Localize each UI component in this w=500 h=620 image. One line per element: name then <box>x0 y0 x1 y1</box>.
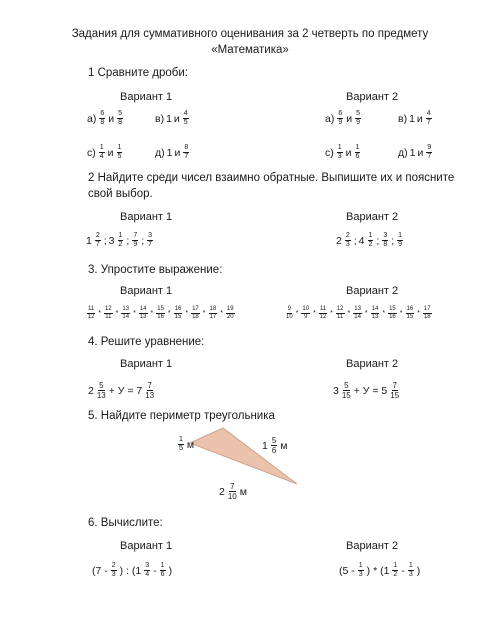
fraction-denominator: 15 <box>341 391 351 400</box>
fraction-denominator: 7 <box>148 241 153 248</box>
unit: м <box>186 438 195 451</box>
fraction <box>144 562 150 579</box>
fraction-numerator: 9 <box>287 306 292 312</box>
fraction-denominator: 16 <box>157 314 164 320</box>
task1-v2-label: Вариант 2 <box>346 91 399 103</box>
fraction-denominator: 15 <box>406 314 414 320</box>
fraction-numerator: 16 <box>406 306 414 312</box>
fraction-numerator: 1 <box>337 144 342 151</box>
whole-part: 3 <box>333 384 339 397</box>
fraction-numerator: 17 <box>423 306 431 312</box>
triangle-right-side-label <box>262 436 288 455</box>
fraction-denominator: 15 <box>174 314 182 320</box>
fraction-numerator: 17 <box>192 306 199 312</box>
fraction-denominator: 6 <box>160 571 165 578</box>
fraction-denominator: 7 <box>95 241 100 248</box>
task6-v1-label: Вариант 1 <box>120 540 173 552</box>
fraction-denominator: 12 <box>319 314 327 320</box>
operator: * <box>347 310 351 317</box>
item-key: а) <box>87 112 97 125</box>
fraction-denominator: 3 <box>408 571 413 578</box>
fraction-denominator: 5 <box>179 445 183 452</box>
fraction-numerator: 1 <box>179 436 183 443</box>
fraction-numerator: 15 <box>157 306 164 312</box>
fraction-numerator: 7 <box>133 232 138 239</box>
fraction-numerator: 5 <box>356 110 361 117</box>
fraction-denominator: 9 <box>338 119 343 126</box>
fraction-numerator: 6 <box>338 110 343 117</box>
fraction-numerator: 9 <box>427 144 432 151</box>
conjunction: и <box>174 146 181 159</box>
task6-v2-expression <box>339 562 420 579</box>
item-key: д) <box>398 146 408 159</box>
fraction-numerator: 2 <box>111 562 116 569</box>
fraction-numerator: 19 <box>226 306 234 312</box>
operator: * <box>98 310 101 317</box>
fraction-denominator: 10 <box>286 314 293 320</box>
separator: ; <box>391 234 395 247</box>
conjunction: и <box>107 146 114 159</box>
operator: * <box>185 310 189 317</box>
fraction-numerator: 1 <box>408 562 413 569</box>
task6-v1-expression <box>92 562 172 579</box>
task1-title: 1 Сравните дроби: <box>88 67 189 79</box>
expression-open: (5 - <box>339 564 355 577</box>
fraction-denominator: 14 <box>122 314 130 320</box>
fraction-numerator: 1 <box>358 562 363 569</box>
whole-part: 2 <box>88 384 94 397</box>
fraction <box>271 436 277 455</box>
expression-middle: ) : (1 <box>119 564 142 577</box>
whole-part: 3 <box>108 234 115 247</box>
fraction-denominator: 4 <box>99 153 104 160</box>
task4-v1-label: Вариант 1 <box>120 358 173 370</box>
fraction-numerator: 2 <box>95 232 100 239</box>
fraction-numerator: 5 <box>271 436 277 445</box>
whole-number: 1 <box>166 146 173 159</box>
fraction-denominator: 2 <box>393 571 398 578</box>
operator: - <box>153 564 157 577</box>
fraction-denominator: 18 <box>423 314 431 320</box>
fraction-denominator: 11 <box>337 314 344 320</box>
fraction-numerator: 10 <box>302 306 310 312</box>
conjunction: и <box>416 112 423 125</box>
whole-part: 2 <box>219 485 225 498</box>
fraction <box>408 562 414 579</box>
fraction-denominator: 14 <box>354 314 361 320</box>
fraction <box>392 562 398 579</box>
fraction-denominator: 13 <box>371 314 379 320</box>
worksheet-title-line2: «Математика» <box>211 44 289 56</box>
fraction-denominator: 10 <box>227 492 237 501</box>
fraction-numerator: 2 <box>345 232 350 239</box>
task2-title-line1: 2 Найдите среди чисел взаимно обратные. Выпишите их и поясните <box>88 172 455 184</box>
triangle-bottom-side-label <box>219 482 247 501</box>
equation-middle: + У = 5 <box>353 384 388 397</box>
item-key: с) <box>87 146 96 159</box>
conjunction: и <box>108 112 115 125</box>
fraction-denominator: 8 <box>100 119 105 126</box>
task4-v2-label: Вариант 2 <box>346 358 399 370</box>
task2-v1-label: Вариант 1 <box>120 211 173 223</box>
fraction-numerator: 5 <box>118 110 123 117</box>
fraction-numerator: 13 <box>122 306 130 312</box>
fraction-denominator: 7 <box>426 119 431 126</box>
fraction-denominator: 13 <box>139 314 147 320</box>
fraction-numerator: 3 <box>145 562 150 569</box>
fraction-numerator: 15 <box>389 306 396 312</box>
fraction-denominator: 18 <box>192 314 199 320</box>
separator: ; <box>376 234 380 247</box>
operator: * <box>202 310 206 317</box>
separator: ; <box>353 234 357 247</box>
fraction-numerator: 6 <box>100 110 105 117</box>
fraction-denominator: 15 <box>390 391 400 400</box>
equation-middle: + У = 7 <box>108 384 143 397</box>
fraction <box>228 482 237 501</box>
operator: * <box>382 310 386 317</box>
fraction-denominator: 13 <box>145 391 155 400</box>
fraction-numerator: 1 <box>398 232 403 239</box>
whole-number: 1 <box>166 112 172 125</box>
operator: * <box>115 310 119 317</box>
whole-part: 2 <box>336 234 342 247</box>
fraction-denominator: 11 <box>105 314 112 320</box>
item-key: в) <box>155 112 165 125</box>
task2-title-line2: свой выбор. <box>88 188 153 200</box>
fraction-numerator: 4 <box>183 110 188 117</box>
unit: м <box>239 485 247 498</box>
fraction-numerator: 11 <box>319 306 327 312</box>
fraction-denominator: 6 <box>271 446 277 455</box>
task6-v2-label: Вариант 2 <box>346 540 399 552</box>
operator: * <box>364 310 368 317</box>
operator: * <box>150 310 154 317</box>
fraction-denominator: 20 <box>226 314 234 320</box>
separator: ; <box>126 234 130 247</box>
task3-v2-label: Вариант 2 <box>346 285 399 297</box>
item-key: д) <box>155 146 165 159</box>
operator: * <box>295 310 299 317</box>
fraction-numerator: 1 <box>393 562 398 569</box>
separator: ; <box>141 234 145 247</box>
expression-middle: ) * (1 <box>366 564 390 577</box>
fraction-numerator: 11 <box>88 306 95 312</box>
operator: * <box>167 310 171 317</box>
fraction-numerator: 13 <box>354 306 361 312</box>
whole-part: 4 <box>358 234 365 247</box>
expression-open: (7 - <box>92 564 108 577</box>
operator: * <box>220 310 223 317</box>
item-key: в) <box>398 112 408 125</box>
task1-v1-label: Вариант 1 <box>120 91 173 103</box>
conjunction: и <box>346 112 353 125</box>
triangle-left-side-label <box>177 436 194 453</box>
operator: * <box>399 310 403 317</box>
fraction-numerator: 1 <box>117 144 122 151</box>
fraction-denominator: 3 <box>345 241 350 248</box>
unit: м <box>280 439 288 452</box>
whole-number: 1 <box>409 112 415 125</box>
fraction-numerator: 1 <box>118 232 123 239</box>
task2-v2-label: Вариант 2 <box>346 211 399 223</box>
whole-number: 1 <box>409 146 416 159</box>
conjunction: и <box>173 112 180 125</box>
operator: * <box>313 310 316 317</box>
fraction-numerator: 1 <box>368 232 373 239</box>
worksheet-title-line1: Задания для суммативного оценивания за 2 четверть по предмету <box>71 28 429 40</box>
whole-part: 1 <box>86 234 92 247</box>
fraction-numerator: 16 <box>174 306 182 312</box>
fraction-denominator: 2 <box>118 241 123 248</box>
item-key: а) <box>325 112 335 125</box>
fraction-denominator: 6 <box>355 153 360 160</box>
fraction-numerator: 5 <box>344 381 349 390</box>
fraction-numerator: 1 <box>355 144 360 151</box>
task6-title: 6. Вычислите: <box>88 517 163 529</box>
fraction-denominator: 7 <box>184 153 189 160</box>
fraction-numerator: 1 <box>160 562 165 569</box>
task5-title: 5. Найдите периметр треугольника <box>88 410 275 422</box>
fraction-denominator: 8 <box>118 119 123 126</box>
fraction-numerator: 14 <box>139 306 147 312</box>
task3-v1-label: Вариант 1 <box>120 285 173 297</box>
fraction-denominator: 9 <box>304 314 308 320</box>
fraction-denominator: 13 <box>96 391 106 400</box>
fraction-denominator: 3 <box>111 571 116 578</box>
separator: ; <box>103 234 107 247</box>
fraction-numerator: 12 <box>336 306 344 312</box>
fraction-denominator: 9 <box>398 241 403 248</box>
fraction <box>358 562 364 579</box>
expression-close: ) <box>168 564 173 577</box>
fraction-denominator: 17 <box>209 314 217 320</box>
fraction-numerator: 7 <box>230 482 235 491</box>
fraction-denominator: 7 <box>427 153 432 160</box>
operator: * <box>417 310 420 317</box>
fraction-denominator: 4 <box>145 571 150 578</box>
fraction-numerator: 5 <box>99 381 104 390</box>
fraction-numerator: 12 <box>104 306 112 312</box>
fraction <box>178 436 184 453</box>
expression-close: ) <box>416 564 421 577</box>
fraction-denominator: 3 <box>337 153 342 160</box>
fraction-numerator: 7 <box>147 381 152 390</box>
fraction-numerator: 18 <box>209 306 217 312</box>
task4-title: 4. Решите уравнение: <box>88 336 205 348</box>
fraction-numerator: 3 <box>148 232 153 239</box>
fraction <box>111 562 117 579</box>
fraction-numerator: 8 <box>184 144 189 151</box>
whole-part: 1 <box>262 439 268 452</box>
operator: * <box>330 310 333 317</box>
fraction-numerator: 4 <box>426 110 431 117</box>
conjunction: и <box>417 146 424 159</box>
operator: - <box>401 564 405 577</box>
operator: * <box>133 310 136 317</box>
conjunction: и <box>345 146 352 159</box>
fraction-denominator: 12 <box>87 314 95 320</box>
fraction-denominator: 9 <box>356 119 361 126</box>
fraction-denominator: 2 <box>368 241 373 248</box>
fraction-denominator: 3 <box>358 571 363 578</box>
item-key: с) <box>325 146 334 159</box>
fraction-denominator: 5 <box>183 119 188 126</box>
fraction-numerator: 14 <box>371 306 379 312</box>
fraction-denominator: 16 <box>389 314 396 320</box>
fraction-denominator: 8 <box>383 241 388 248</box>
fraction-numerator: 3 <box>383 232 388 239</box>
fraction <box>160 562 166 579</box>
fraction-numerator: 7 <box>392 381 397 390</box>
fraction-denominator: 5 <box>117 153 122 160</box>
fraction-denominator: 9 <box>133 241 138 248</box>
fraction-numerator: 1 <box>99 144 104 151</box>
task3-title: 3. Упростите выражение: <box>88 264 223 276</box>
